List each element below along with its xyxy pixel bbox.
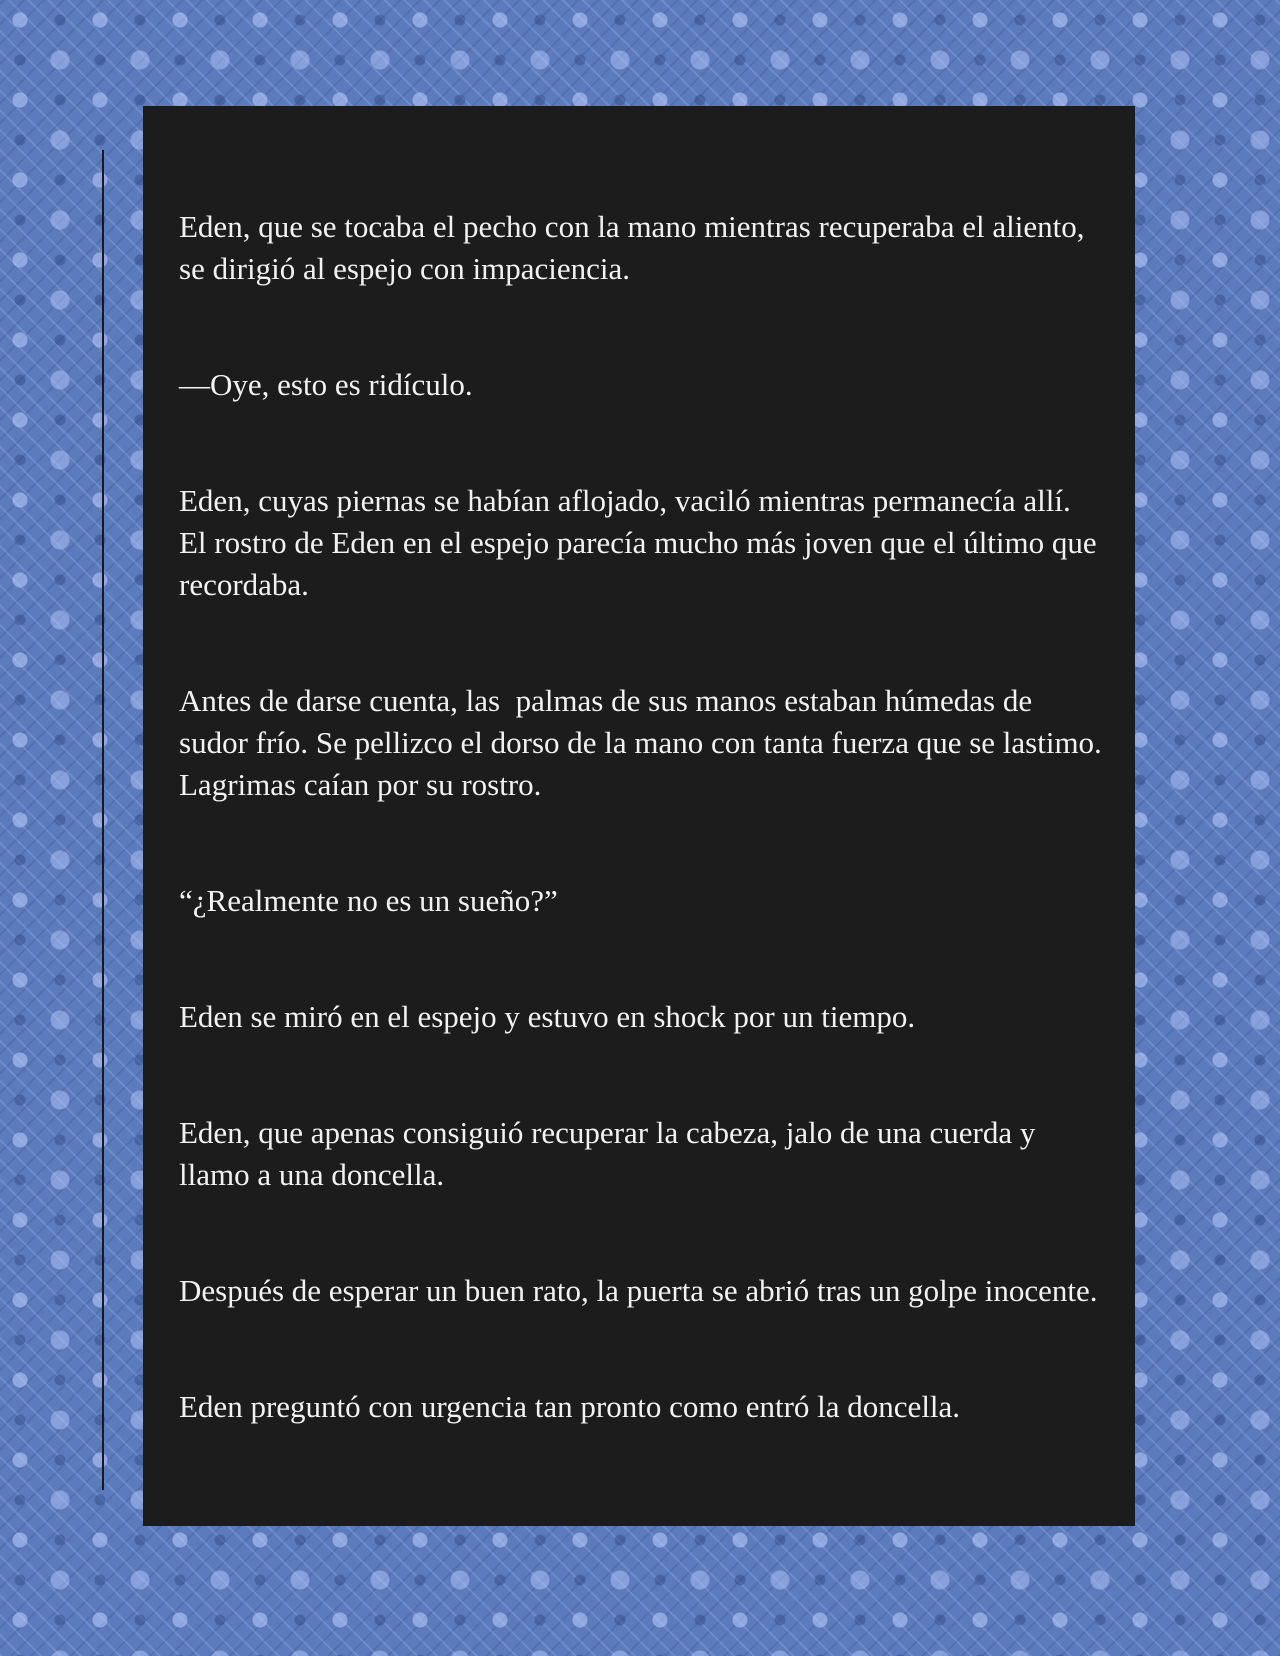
paragraph-2: —Oye, esto es ridículo. [179, 367, 473, 402]
text-panel [143, 106, 1135, 1526]
paragraph-5: “¿Realmente no es un sueño?” [179, 883, 558, 918]
paragraph-1: Eden, que se tocaba el pecho con la mano mientras recuperaba el aliento, se dirigió al espejo con impaciencia. [179, 209, 1093, 286]
paragraph-3: Eden, cuyas piernas se habían aflojado, vaciló mientras permanecía allí. El rostro de Eden en el espejo parecía mucho más joven que el último que recordaba. [179, 483, 1105, 602]
paragraph-7: Eden, que apenas consiguió recuperar la cabeza, jalo de una cuerda y llamo a una doncella. [179, 1115, 1044, 1192]
paragraph-6: Eden se miró en el espejo y estuvo en shock por un tiempo. [179, 999, 916, 1034]
paragraph-4: Antes de darse cuenta, las palmas de sus manos estaban húmedas de sudor frío. Se pellizco el dorso de la mano con tanta fuerza que se lastimo. Lagrimas caían por su rostro. [179, 683, 1110, 802]
paragraph-9: Eden preguntó con urgencia tan pronto como entró la doncella. [179, 1389, 961, 1424]
decorative-side-rule [102, 150, 104, 1490]
paragraph-8: Después de esperar un buen rato, la puerta se abrió tras un golpe inocente. [179, 1273, 1098, 1308]
